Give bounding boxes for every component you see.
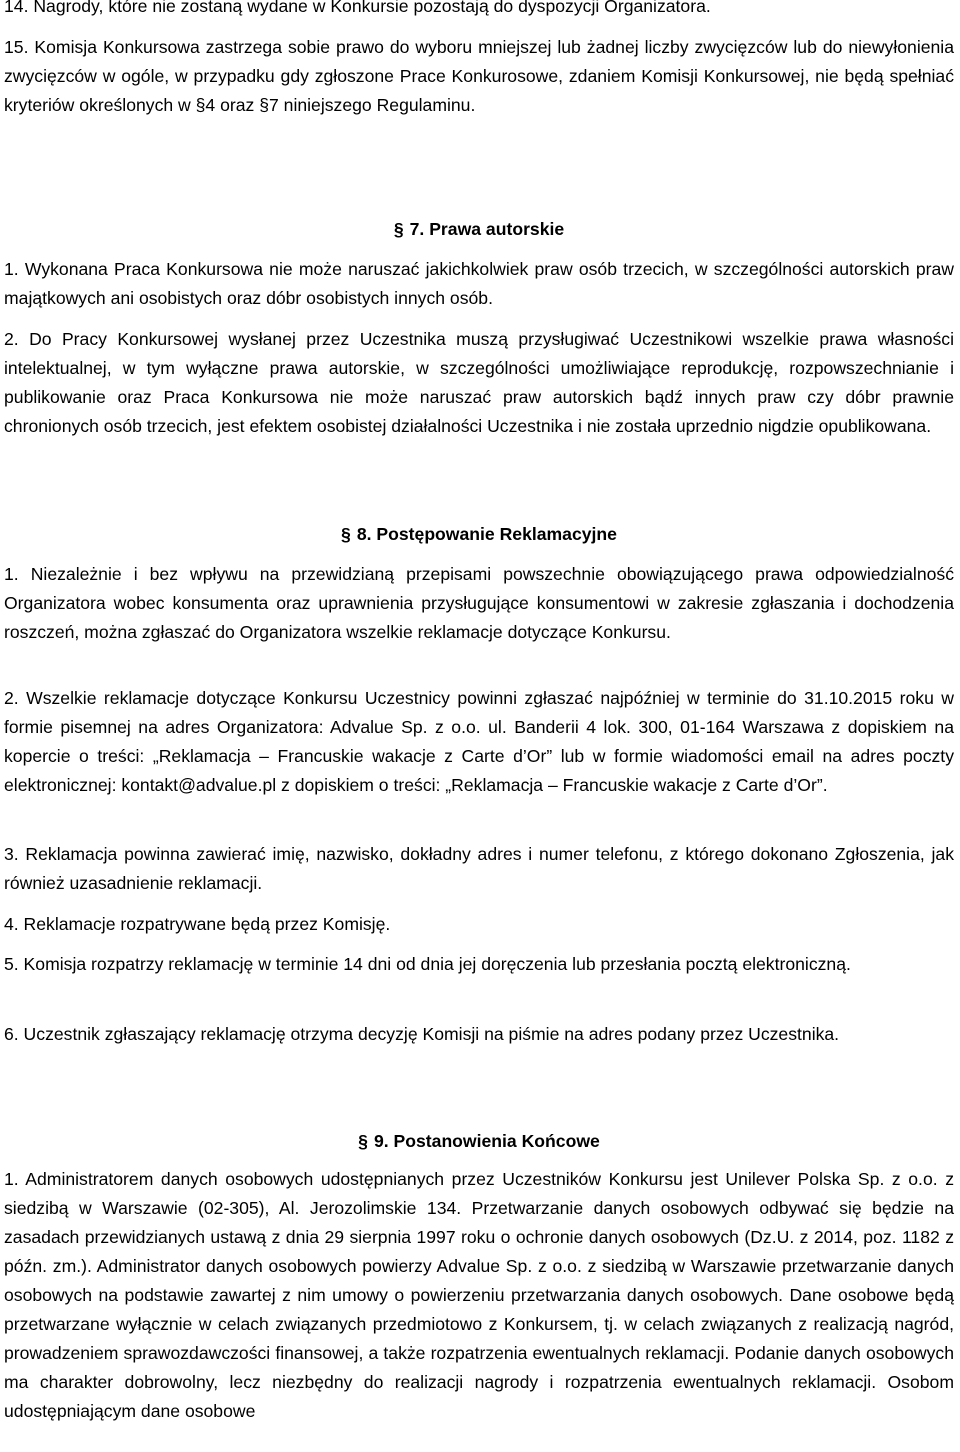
section-8-item-1: 1. Niezależnie i bez wpływu na przewidzianą przepisami powszechnie obowiązującego prawa odpowiedzialność Organizatora wobec konsumenta oraz uprawnienia przysługujące konsumentowi w zakresie zgłaszania i dochodzenia roszczeń, można zgłaszać do Organizatora wszelkie reklamacje dotyczące Konkursu. [4, 564, 954, 642]
section-7-item-1: 1. Wykonana Praca Konkursowa nie może naruszać jakichkolwiek praw osób trzecich, w szczególności autorskich praw majątkowych ani osobistych oraz dóbr osobistych innych osób. [4, 259, 954, 308]
section-sign: § [341, 524, 351, 544]
section-8-item-3: 3. Reklamacja powinna zawierać imię, nazwisko, dokładny adres i numer telefonu, z którego dokonano Zgłoszenia, jak również uzasadnienie reklamacji. [4, 844, 954, 893]
section-8-item-2: 2. Wszelkie reklamacje dotyczące Konkursu Uczestnicy powinni zgłaszać najpóźniej w terminie do 31.10.2015 roku w formie pisemnej na adres Organizatora: Advalue Sp. z o.o. ul. Banderii 4 lok. 300, 01-164 Warszawa z dopiskiem na kopercie o treści: „Reklamacja – Francuskie wakacje z Carte d’Or” lub w formie wiadomości email na adres poczty elektronicznej: kontakt@advalue.pl z dopiskiem o treści: „Reklamacja – Francuskie wakacje z Carte d’Or”. [4, 688, 954, 795]
section-7-item-2: 2. Do Pracy Konkursowej wysłanej przez Uczestnika muszą przysługiwać Uczestnikowi wszelkie prawa własności intelektualnej, w tym wyłączne prawa autorskie, w szczególności umożliwiające reprodukcję, rozpowszechnianie i publikowanie oraz Praca Konkursowa nie może naruszać praw autorskich bądź innych praw czy dóbr prawnie chronionych osób trzecich, jest efektem osobistej działalności Uczestnika i nie została uprzednio nigdzie opublikowana. [4, 329, 954, 436]
section-8-heading [4, 520, 954, 549]
section-7-heading [4, 215, 954, 244]
paragraph-14: 14. Nagrody, które nie zostaną wydane w Konkursie pozostają do dyspozycji Organizatora. [4, 0, 711, 16]
section-sign: § [393, 219, 404, 239]
section-9-title: 9. Postanowienia Końcowe [373, 1131, 600, 1151]
paragraph-15: 15. Komisja Konkursowa zastrzega sobie prawo do wyboru mniejszej lub żadnej liczby zwycięzców lub do niewyłonienia zwycięzców w ogóle, w przypadku gdy zgłoszone Prace Konkurosowe, zdaniem Komisji Konkursowej, nie będą spełniać kryteriów określonych w §4 oraz §7 niniejszego Regulaminu. [4, 37, 954, 115]
section-8-item-5: 5. Komisja rozpatrzy reklamację w terminie 14 dni od dnia jej doręczenia lub przesłania pocztą elektroniczną. [4, 954, 851, 974]
section-8-item-4: 4. Reklamacje rozpatrywane będą przez Komisję. [4, 914, 391, 934]
section-7-title: 7. Prawa autorskie [409, 219, 565, 239]
section-8-item-6: 6. Uczestnik zgłaszający reklamację otrzyma decyzję Komisji na piśmie na adres podany przez Uczestnika. [4, 1024, 840, 1044]
section-9-heading [4, 1127, 954, 1156]
section-8-title: 8. Postępowanie Reklamacyjne [356, 524, 617, 544]
section-9-item-1: 1. Administratorem danych osobowych udostępnianych przez Uczestników Konkursu jest Unilever Polska Sp. z o.o. z siedzibą w Warszawie (02-305), Al. Jerozolimskie 134. Przetwarzanie danych osobowych odbywać się będzie na zasadach przewidzianych ustawą z dnia 29 sierpnia 1997 roku o ochronie danych osobowych (Dz.U. z 2014, poz. 1182 z późn. zm.). Administrator danych osobowych powierzy Advalue Sp. z o.o. z siedzibą w Warszawie przetwarzanie danych osobowych na podstawie zawartej z nim umowy o powierzeniu przetwarzania danych osobowych. Dane osobowe będą przetwarzane wyłącznie w celach związanych przedmiotowo z Konkursem, tj. w celach związanych z realizacją nagród, prowadzeniem sprawozdawczości finansowej, a także rozpatrzenia ewentualnych reklamacji. Podanie danych osobowych ma charakter dobrowolny, lecz niezbędny do realizacji nagrody i rozpatrzenia ewentualnych reklamacji. Osobom udostępniającym dane osobowe [4, 1169, 954, 1421]
section-sign: § [358, 1131, 368, 1151]
